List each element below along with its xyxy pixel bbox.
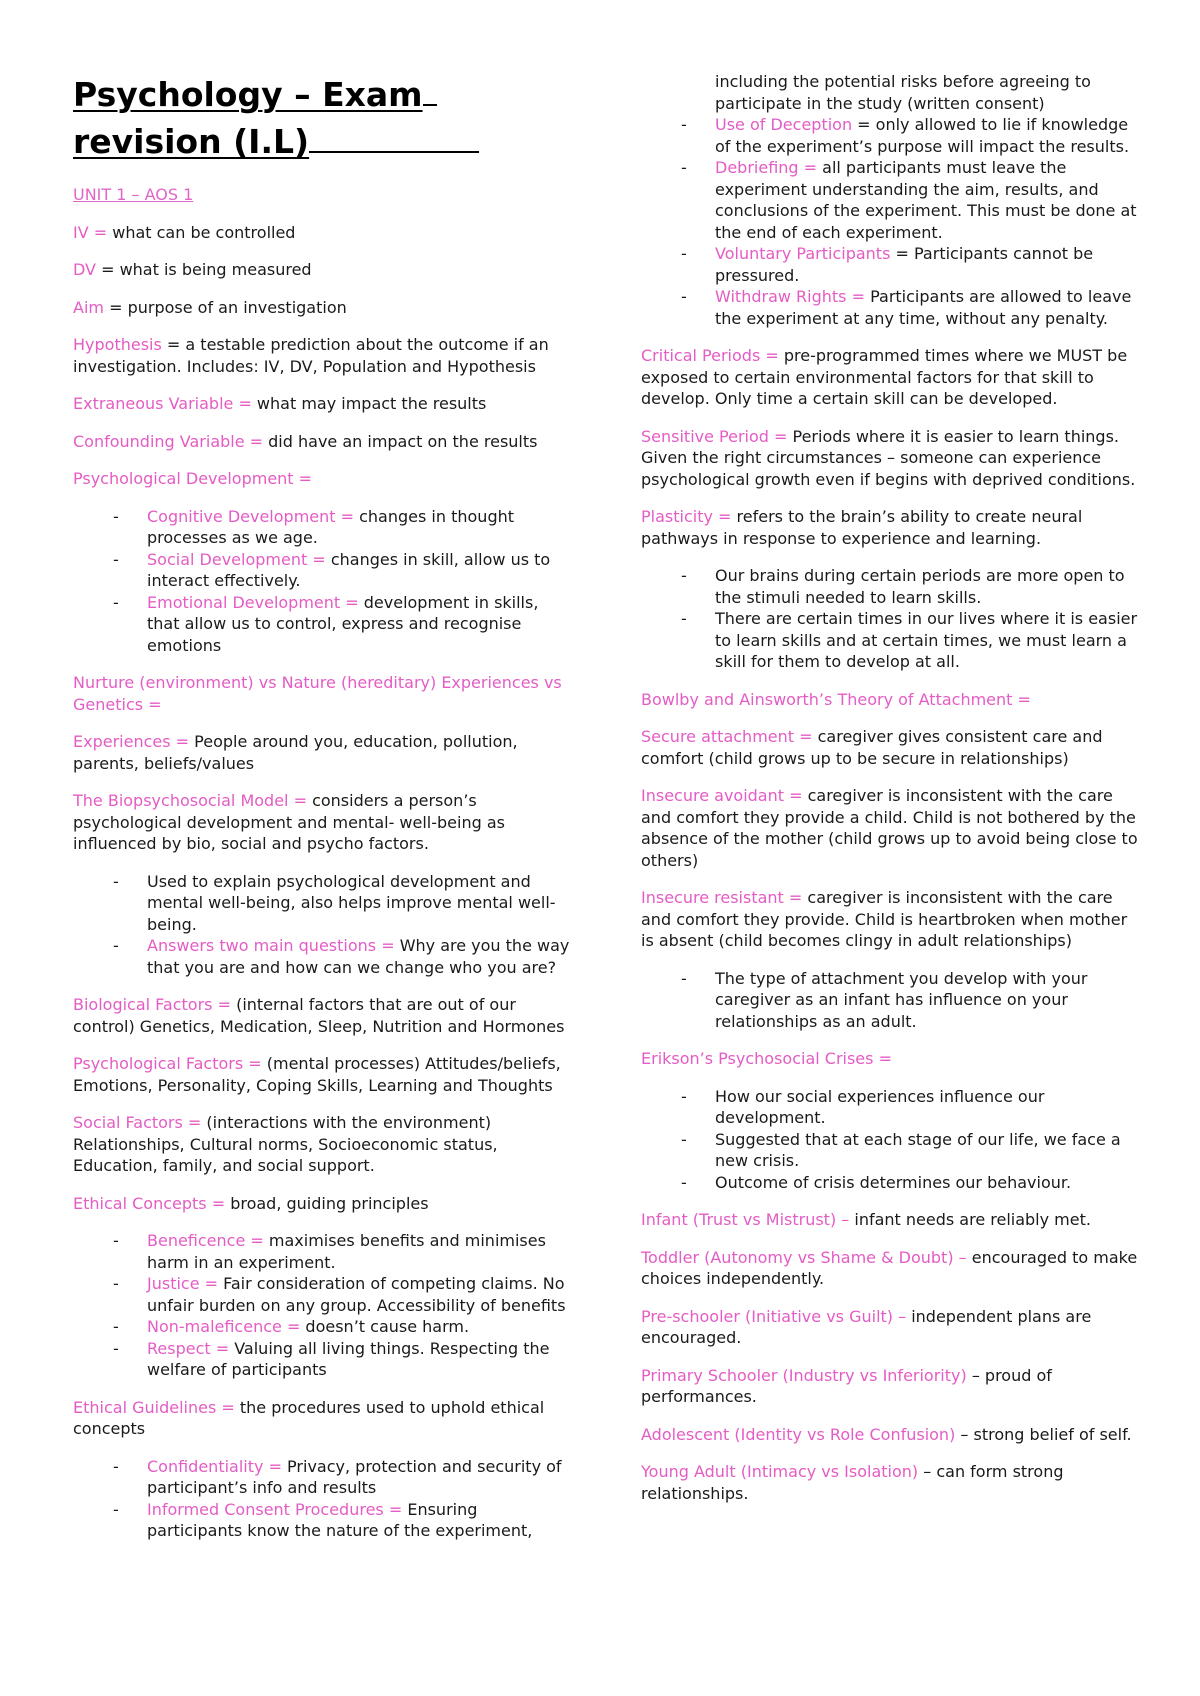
- entry-dv: DV = what is being measured: [73, 260, 312, 279]
- entry-erikson: Erikson’s Psychosocial Crises =: [641, 1049, 892, 1068]
- entry-adolescent: Adolescent (Identity vs Role Confusion) – strong belief of self.: [641, 1424, 1132, 1444]
- entry-psychological: Psychological Factors = (mental processes) Attitudes/beliefs, Emotions, Personality, Coping Skills, Learning and Thoughts: [73, 1054, 561, 1095]
- list-item: - Used to explain psychological development and mental well-being, also helps improve mental well-being.: [73, 871, 573, 936]
- list-item: - Informed Consent Procedures = Ensuring participants know the nature of the experiment,: [73, 1499, 573, 1542]
- list-item: - Respect = Valuing all living things. Respecting the welfare of participants: [73, 1338, 573, 1381]
- list-item: - There are certain times in our lives where it is easier to learn skills and at certain times, we must learn a skill for them to develop at all.: [641, 608, 1141, 673]
- list-item: - Outcome of crisis determines our behaviour.: [641, 1172, 1141, 1194]
- list-item: - How our social experiences influence our development.: [641, 1086, 1141, 1129]
- entry-social: Social Factors = (interactions with the environment) Relationships, Cultural norms, Socioeconomic status, Education, family, and social support.: [73, 1113, 498, 1175]
- list-item: - Use of Deception = only allowed to lie if knowledge of the experiment’s purpose will impact the results.: [641, 114, 1141, 157]
- entry-ethical-concepts: Ethical Concepts = broad, guiding principles: [73, 1193, 429, 1213]
- entry-primary: Primary Schooler (Industry vs Inferiority) – proud of performances.: [641, 1365, 1052, 1406]
- list-item: - Emotional Development = development in skills, that allow us to control, express and recognise emotions: [73, 592, 573, 657]
- entry-critical: Critical Periods = pre-programmed times where we MUST be exposed to certain environmental factors for that skill to develop. Only time a certain skill can be developed.: [641, 346, 1128, 408]
- entry-preschooler: Pre-schooler (Initiative vs Guilt) – independent plans are encouraged.: [641, 1306, 1092, 1347]
- list-item: - Suggested that at each stage of our life, we face a new crisis.: [641, 1129, 1141, 1172]
- entry-nurture: Nurture (environment) vs Nature (hereditary) Experiences vs Genetics =: [73, 673, 562, 714]
- list-item: - Beneficence = maximises benefits and minimises harm in an experiment.: [73, 1230, 573, 1273]
- list-item: - Debriefing = all participants must leave the experiment understanding the aim, results, and conclusions of the experiment. This must be done at the end of each experiment.: [641, 157, 1141, 243]
- unit-heading: UNIT 1 – AOS 1: [73, 185, 194, 204]
- plasticity-list: [641, 565, 1141, 673]
- entry-hypothesis: Hypothesis = a testable prediction about the outcome if an investigation. Includes: IV, DV, Population and Hypothesis: [73, 335, 549, 376]
- entry-sensitive: Sensitive Period = Periods where it is easier to learn things. Given the right circumstances – someone can experience psychological growth even if begins with deprived conditions.: [641, 426, 1136, 489]
- list-item: - Answers two main questions = Why are you the way that you are and how can we change who you are?: [73, 935, 573, 978]
- concepts-list: [73, 1230, 573, 1381]
- entry-infant: Infant (Trust vs Mistrust) – infant needs are reliably met.: [641, 1210, 1091, 1229]
- list-item: - Justice = Fair consideration of competing claims. No unfair burden on any group. Accessibility of benefits: [73, 1273, 573, 1316]
- biopsych-list: [73, 871, 573, 979]
- guidelines-list: [73, 1456, 573, 1542]
- left-column: [73, 70, 573, 1542]
- title-underline-1: [423, 70, 437, 106]
- entry-resistant: Insecure resistant = caregiver is inconsistent with the care and comfort they provide. Child is heartbroken when mother is absent (child becomes clingy in adult relationships): [641, 888, 1128, 950]
- entry-ethical-guidelines: Ethical Guidelines = the procedures used to uphold ethical concepts: [73, 1397, 545, 1438]
- entry-avoidant: Insecure avoidant = caregiver is inconsistent with the care and comfort they provide a child. Child is not bothered by the absence of the mother (child grows up to avoid being close to others): [641, 786, 1138, 870]
- entry-experiences: Experiences = People around you, education, pollution, parents, beliefs/values: [73, 732, 518, 773]
- attachment-list: [641, 968, 1141, 1033]
- entry-young-adult: Young Adult (Intimacy vs Isolation) – can form strong relationships.: [641, 1462, 1064, 1503]
- entry-extraneous: Extraneous Variable = what may impact the results: [73, 394, 487, 413]
- entry-confounding: Confounding Variable = did have an impact on the results: [73, 431, 538, 451]
- list-item: - Withdraw Rights = Participants are allowed to leave the experiment at any time, without any penalty.: [641, 286, 1141, 329]
- entry-biological: Biological Factors = (internal factors that are out of our control) Genetics, Medication, Sleep, Nutrition and Hormones: [73, 995, 565, 1036]
- page-title: [73, 70, 573, 164]
- title-underline-2: [309, 117, 479, 153]
- list-item: - Non-maleficence = doesn’t cause harm.: [73, 1316, 573, 1338]
- title-line-2: revision (I.L): [73, 122, 310, 161]
- list-item: - Voluntary Participants = Participants cannot be pressured.: [641, 243, 1141, 286]
- entry-aim: Aim = purpose of an investigation: [73, 297, 347, 317]
- right-column: [641, 71, 1141, 1520]
- list-item: - The type of attachment you develop with your caregiver as an infant has influence on your relationships as an adult.: [641, 968, 1141, 1033]
- guidelines-list-continued: [641, 114, 1141, 329]
- entry-plasticity: Plasticity = refers to the brain’s ability to create neural pathways in response to experience and learning.: [641, 507, 1083, 548]
- list-item: - Social Development = changes in skill, allow us to interact effectively.: [73, 549, 573, 592]
- entry-biopsych: The Biopsychosocial Model = considers a person’s psychological development and mental- well-being as influenced by bio, social and psycho factors.: [73, 791, 505, 853]
- entry-psych-dev: Psychological Development =: [73, 469, 313, 488]
- dev-list: [73, 506, 573, 657]
- list-item: - Confidentiality = Privacy, protection and security of participant’s info and results: [73, 1456, 573, 1499]
- entry-iv: IV = what can be controlled: [73, 222, 296, 242]
- erikson-list: [641, 1086, 1141, 1194]
- entry-secure: Secure attachment = caregiver gives consistent care and comfort (child grows up to be secure in relationships): [641, 727, 1103, 768]
- list-item: - Our brains during certain periods are more open to the stimuli needed to learn skills.: [641, 565, 1141, 608]
- consent-continuation: including the potential risks before agreeing to participate in the study (written consent): [715, 72, 1091, 113]
- entry-bowlby: Bowlby and Ainsworth’s Theory of Attachment =: [641, 689, 1031, 709]
- entry-toddler: Toddler (Autonomy vs Shame & Doubt) – encouraged to make choices independently.: [641, 1247, 1138, 1288]
- list-item: - Cognitive Development = changes in thought processes as we age.: [73, 506, 573, 549]
- title-line-1: Psychology – Exam: [73, 75, 423, 114]
